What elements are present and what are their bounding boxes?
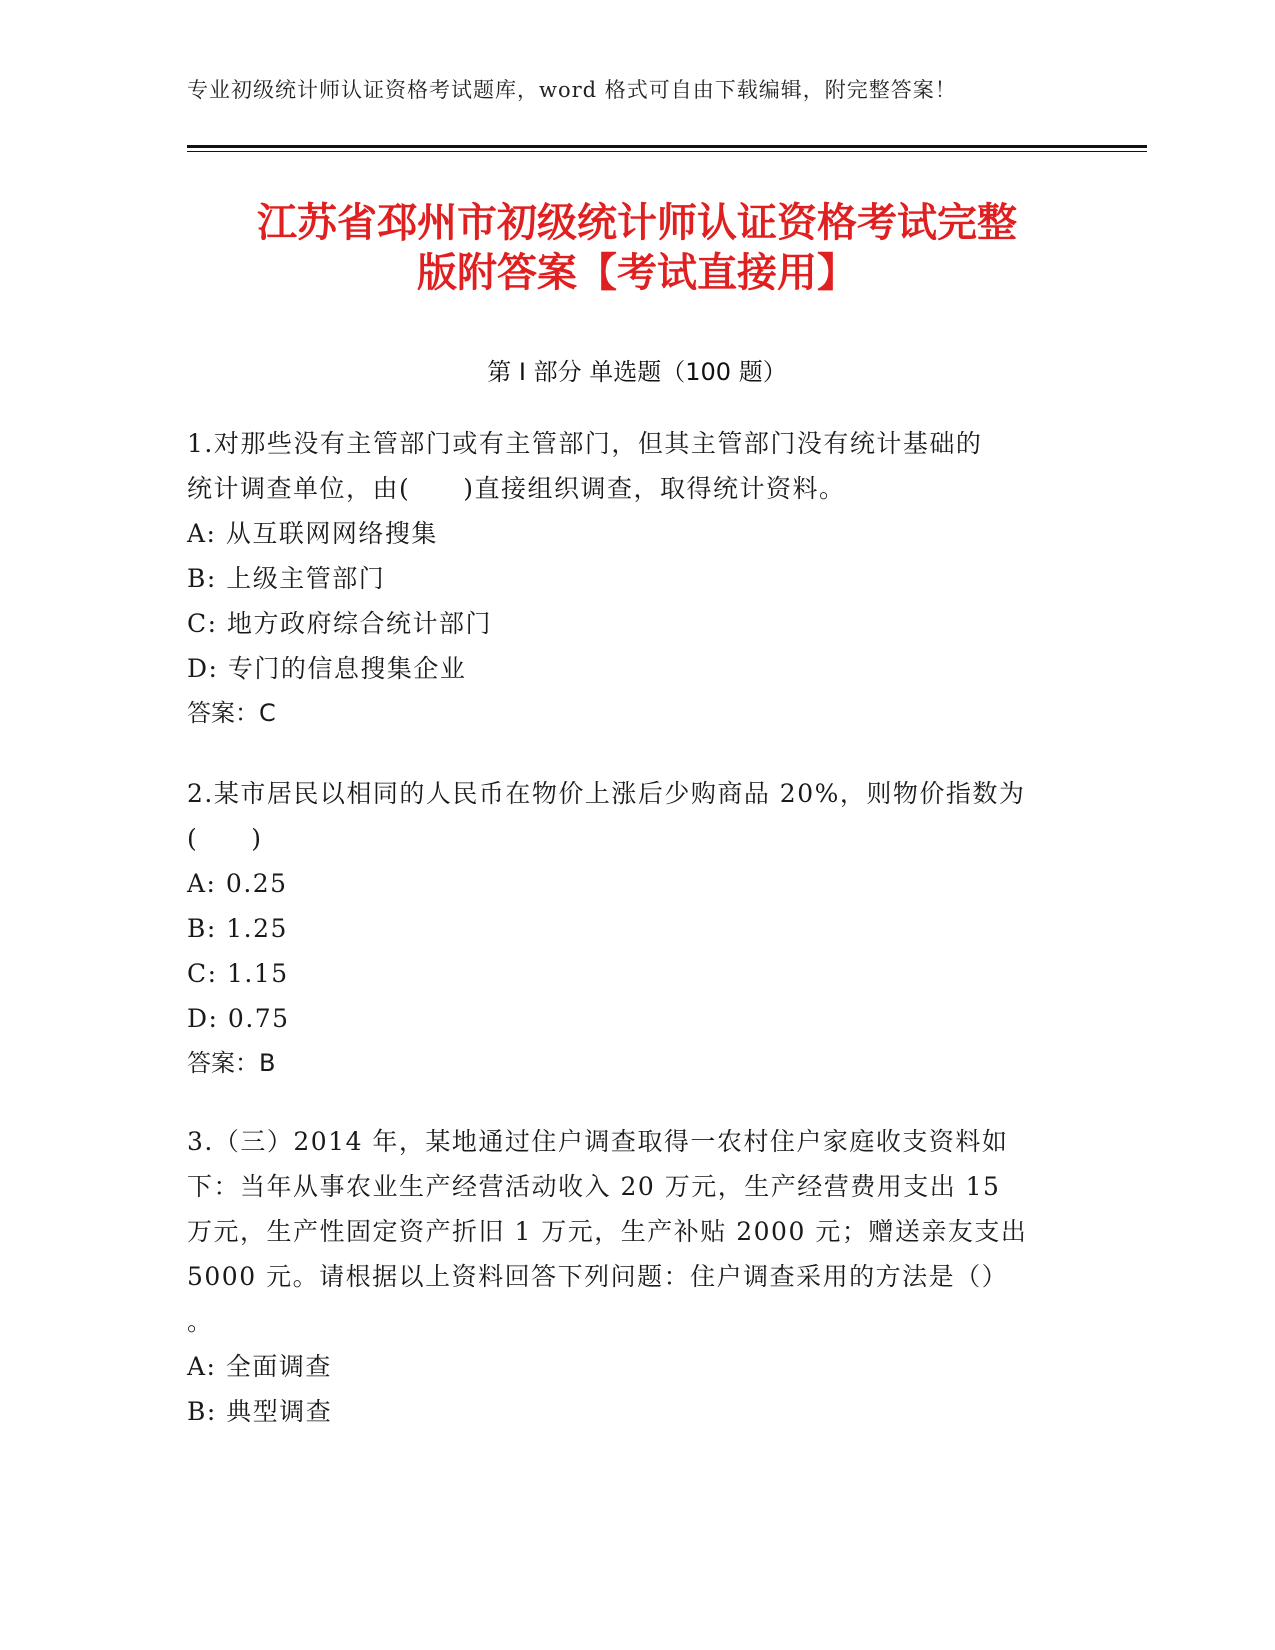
document-title <box>187 198 1087 298</box>
question-2-stem: 2.某市居民以相同的人民币在物价上涨后少购商品 20%，则物价指数为 ( ) <box>187 779 1026 853</box>
question-1-stem: 1.对那些没有主管部门或有主管部门，但其主管部门没有统计基础的 统计调查单位，由( )直接组织调查，取得统计资料。 <box>187 429 983 503</box>
question-1-answer: 答案：C <box>187 699 276 727</box>
question-2-option-d: D: 0.75 <box>187 1004 290 1033</box>
question-2-option-a: A: 0.25 <box>187 869 288 898</box>
question-2-answer: 答案：B <box>187 1049 276 1077</box>
title-line-1: 江苏省邳州市初级统计师认证资格考试完整 <box>257 200 1017 246</box>
question-2-option-b: B: 1.25 <box>187 914 288 943</box>
question-3-option-a: A: 全面调查 <box>187 1352 332 1381</box>
question-2-option-c: C: 1.15 <box>187 959 289 988</box>
question-1 <box>187 421 1077 736</box>
header-note: 专业初级统计师认证资格考试题库，word 格式可自由下载编辑，附完整答案！ <box>187 78 957 102</box>
question-1-option-c: C: 地方政府综合统计部门 <box>187 609 492 638</box>
question-3-stem: 3.（三）2014 年，某地通过住户调查取得一农村住户家庭收支资料如 下：当年从事农业生产经营活动收入 20 万元，生产经营费用支出 15 万元，生产性固定资产折旧 1 万元，生产补贴 2000 元；赠送亲友支出 5000 元。请根据以上资料回答下列问题：住户调查采用的方法是（） 。 <box>187 1127 1028 1336</box>
section-title: 第 I 部分 单选题（100 题） <box>487 358 787 386</box>
header-rule-thick <box>187 145 1147 148</box>
question-1-option-b: B: 上级主管部门 <box>187 564 386 593</box>
question-1-option-d: D: 专门的信息搜集企业 <box>187 654 467 683</box>
question-1-option-a: A: 从互联网网络搜集 <box>187 519 438 548</box>
question-3 <box>187 1119 1077 1434</box>
question-2 <box>187 771 1077 1086</box>
header-rule-thin <box>187 151 1147 152</box>
title-line-2: 版附答案【考试直接用】 <box>417 250 857 296</box>
question-3-option-b: B: 典型调查 <box>187 1397 333 1426</box>
